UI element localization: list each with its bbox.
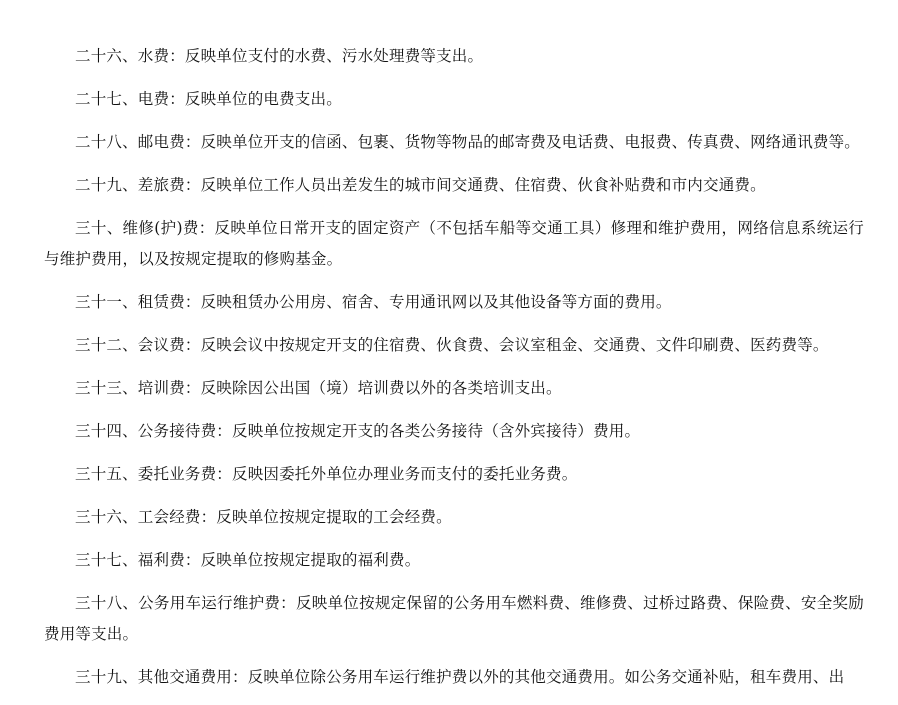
paragraph-item-26: 二十六、水费：反映单位支付的水费、污水处理费等支出。 (75, 47, 484, 65)
paragraph-item-36: 三十六、工会经费：反映单位按规定提取的工会经费。 (75, 508, 452, 526)
paragraph-item-35: 三十五、委托业务费：反映因委托外单位办理业务而支付的委托业务费。 (75, 465, 578, 483)
paragraph-item-32: 三十二、会议费：反映会议中按规定开支的住宿费、伙食费、会议室租金、交通费、文件印刷费、医药费等。 (75, 336, 829, 354)
paragraph-item-27: 二十七、电费：反映单位的电费支出。 (75, 90, 342, 108)
paragraph-item-33: 三十三、培训费：反映除因公出国（境）培训费以外的各类培训支出。 (75, 379, 562, 397)
paragraph-item-29: 二十九、差旅费：反映单位工作人员出差发生的城市间交通费、住宿费、伙食补贴费和市内交通费。 (75, 176, 766, 194)
paragraph-item-34: 三十四、公务接待费：反映单位按规定开支的各类公务接待（含外宾接待）费用。 (75, 422, 641, 440)
paragraph-item-37: 三十七、福利费：反映单位按规定提取的福利费。 (75, 551, 421, 569)
paragraph-item-38: 三十八、公务用车运行维护费：反映单位按规定保留的公务用车燃料费、维修费、过桥过路费、保险费、安全奖励费用等支出。 (44, 594, 864, 643)
paragraph-item-39: 三十九、其他交通费用：反映单位除公务用车运行维护费以外的其他交通费用。如公务交通补贴，租车费用、出 (75, 668, 845, 686)
paragraph-item-30: 三十、维修(护)费：反映单位日常开支的固定资产（不包括车船等交通工具）修理和维护费用，网络信息系统运行与维护费用，以及按规定提取的修购基金。 (44, 219, 864, 268)
document-body (44, 41, 864, 705)
paragraph-item-31: 三十一、租赁费：反映租赁办公用房、宿舍、专用通讯网以及其他设备等方面的费用。 (75, 293, 672, 311)
paragraph-item-28: 二十八、邮电费：反映单位开支的信函、包裹、货物等物品的邮寄费及电话费、电报费、传真费、网络通讯费等。 (75, 133, 861, 151)
